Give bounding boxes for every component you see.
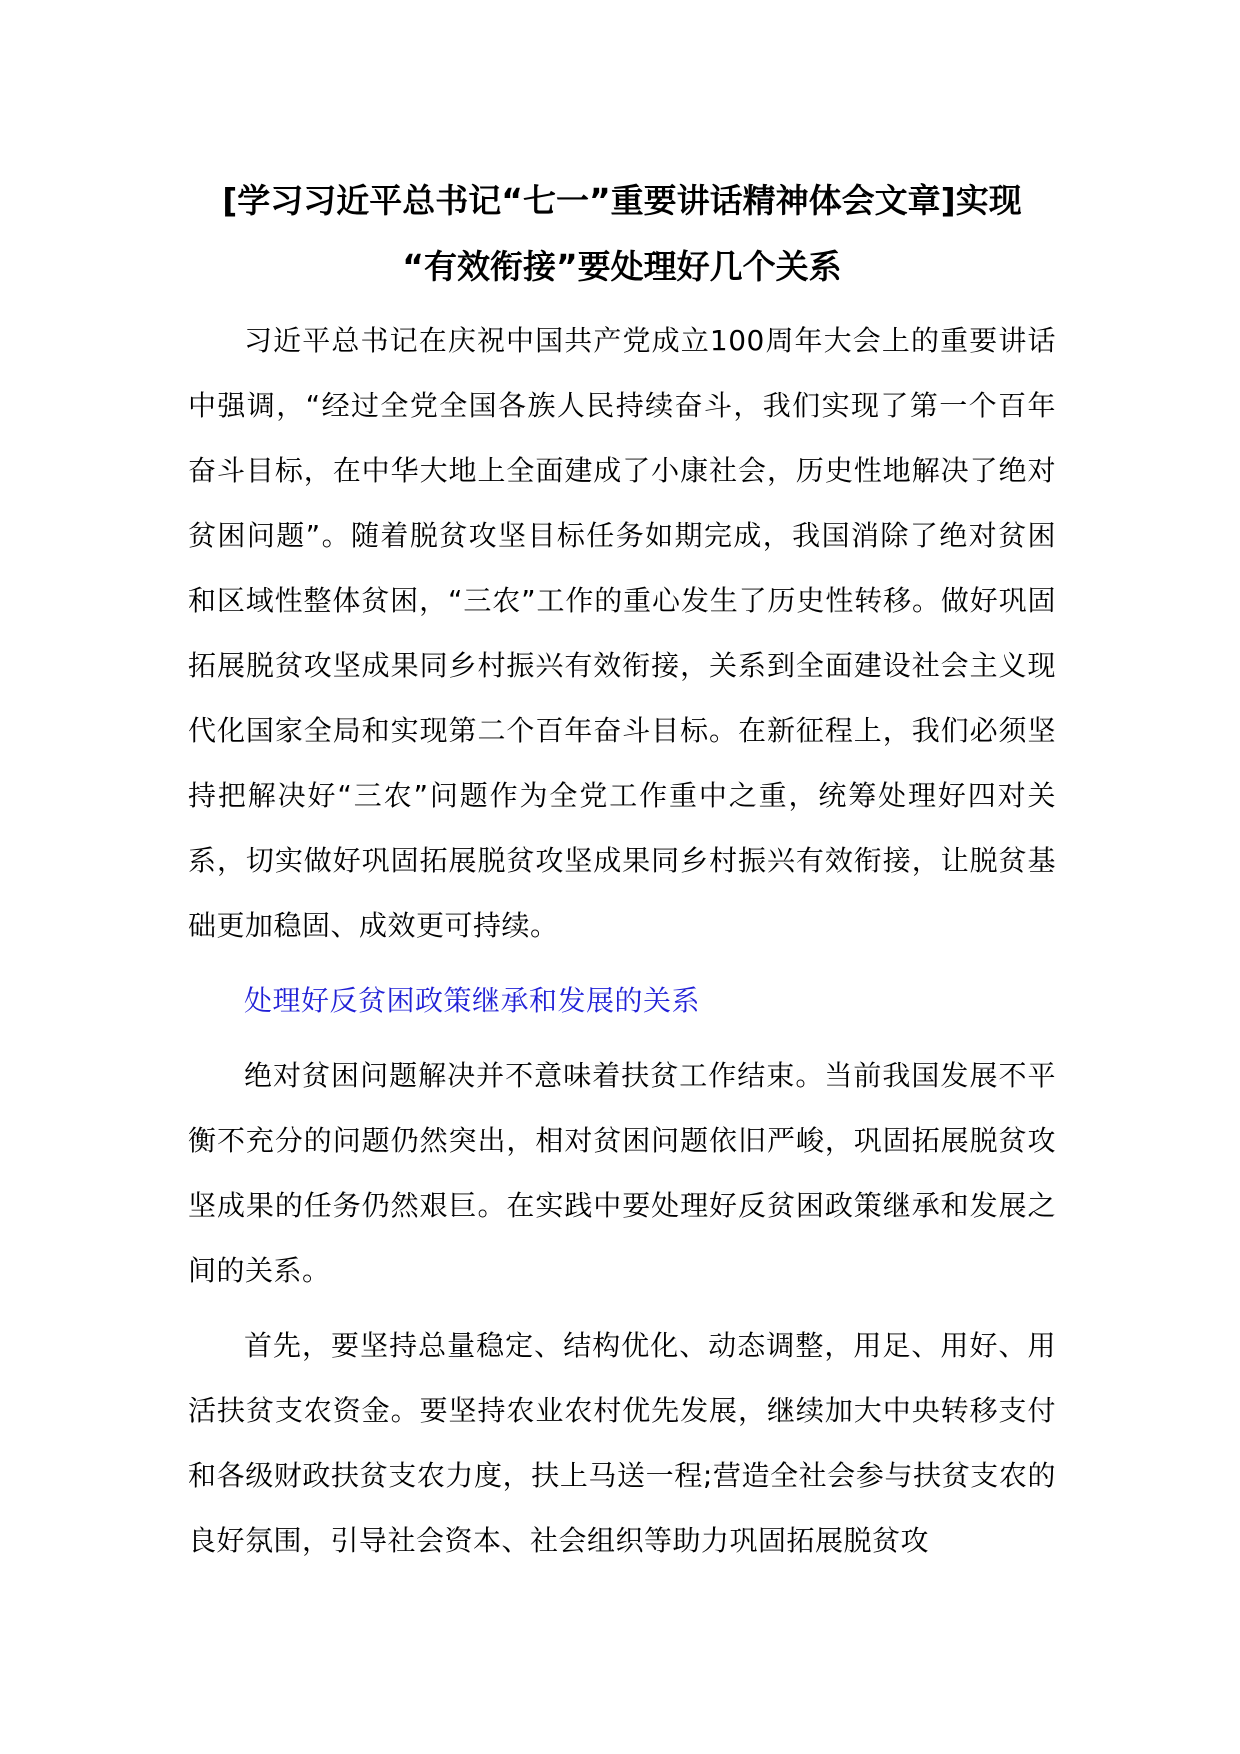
section-heading: 处理好反贫困政策继承和发展的关系 bbox=[244, 984, 701, 1017]
paragraph-intro: 习近平总书记在庆祝中国共产党成立100周年大会上的重要讲话中强调，“经过全党全国各族人民持续奋斗，我们实现了第一个百年奋斗目标，在中华大地上全面建成了小康社会，历史性地解决了绝对贫困问题”。随着脱贫攻坚目标任务如期完成，我国消除了绝对贫困和区域性整体贫困，“三农”工作的重心发生了历史性转移。做好巩固拓展脱贫攻坚成果同乡村振兴有效衔接，关系到全面建设社会主义现代化国家全局和实现第二个百年奋斗目标。在新征程上，我们必须坚持把解决好“三农”问题作为全党工作重中之重，统筹处理好四对关系，切实做好巩固拓展脱贫攻坚成果同乡村振兴有效衔接，让脱贫基础更加稳固、成效更可持续。 bbox=[188, 324, 1056, 942]
document-title bbox=[188, 168, 1056, 300]
paragraph-section-intro: 绝对贫困问题解决并不意味着扶贫工作结束。当前我国发展不平衡不充分的问题仍然突出，相对贫困问题依旧严峻，巩固拓展脱贫攻坚成果的任务仍然艰巨。在实践中要处理好反贫困政策继承和发展之间的关系。 bbox=[188, 1059, 1056, 1287]
document-body bbox=[188, 308, 1056, 1583]
title-line-2: “有效衔接”要处理好几个关系 bbox=[402, 247, 842, 286]
paragraph-first-point: 首先，要坚持总量稳定、结构优化、动态调整，用足、用好、用活扶贫支农资金。要坚持农业农村优先发展，继续加大中央转移支付和各级财政扶贫支农力度，扶上马送一程;营造全社会参与扶贫支农的良好氛围，引导社会资本、社会组织等助力巩固拓展脱贫攻 bbox=[188, 1329, 1056, 1557]
document-page bbox=[188, 0, 1056, 1754]
title-line-1: [学习习近平总书记“七一”重要讲话精神体会文章]实现 bbox=[222, 181, 1022, 220]
